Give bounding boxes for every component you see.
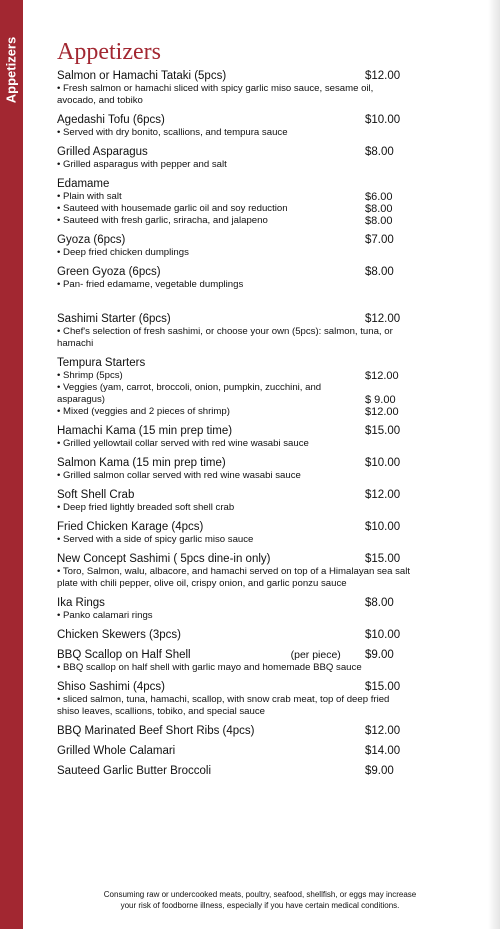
menu-item-title: [57, 629, 181, 642]
health-disclaimer: [30, 889, 490, 911]
menu-item-title: [57, 457, 226, 470]
menu-item-header: [57, 681, 413, 694]
menu-item-header: [57, 489, 413, 502]
menu-option-label: • Veggies (yam, carrot, broccoli, onion, pumpkin, zucchini, and asparagus): [57, 382, 322, 405]
section-title: Appetizers: [57, 39, 161, 65]
menu-option-price: $12.00: [365, 406, 399, 418]
menu-item-description: • Grilled yellowtail collar served with red wine wasabi sauce: [57, 438, 309, 449]
menu-item-description: • Deep fried lightly breaded soft shell crab: [57, 502, 235, 513]
menu-item-price: $15.00: [365, 681, 401, 693]
menu-item-price: $15.00: [365, 425, 401, 437]
menu-item-price: $12.00: [365, 70, 401, 82]
menu-option-price: $ 9.00: [365, 394, 396, 406]
menu-item-name: Salmon or Hamachi Tataki (5pcs): [57, 70, 227, 82]
menu-item-title: [57, 489, 134, 502]
menu-item-header: [57, 357, 413, 370]
menu-item-name: Edamame: [57, 178, 110, 190]
menu-option-price: $6.00: [365, 191, 393, 203]
menu-option-label: • Shrimp (5pcs): [57, 370, 123, 381]
menu-item-description: • Served with dry bonito, scallions, and tempura sauce: [57, 127, 288, 138]
menu-option-label: • Mixed (veggies and 2 pieces of shrimp): [57, 406, 230, 417]
menu-item: [57, 597, 413, 622]
menu-item-price: $12.00: [365, 313, 401, 325]
menu-item-title: [57, 745, 175, 758]
menu-option: [57, 191, 413, 203]
menu-item-price: $9.00: [365, 649, 394, 661]
menu-item: [57, 313, 413, 350]
menu-items: [57, 70, 413, 778]
menu-item: [57, 521, 413, 546]
menu-item-price: $10.00: [365, 457, 401, 469]
menu-item-price: $8.00: [365, 266, 394, 278]
menu-item-header: [57, 521, 413, 534]
menu-option-price: $8.00: [365, 215, 393, 227]
menu-item-description: • Fresh salmon or hamachi sliced with spicy garlic miso sauce, sesame oil, avocado, and tobiko: [57, 83, 374, 106]
menu-item-title: [57, 178, 109, 191]
menu-item-header: [57, 457, 413, 470]
menu-item: [57, 725, 413, 738]
menu-item-header: [57, 178, 413, 191]
menu-item: [57, 70, 413, 107]
menu-item-description: • Grilled asparagus with pepper and salt: [57, 159, 227, 170]
menu-item-name: Hamachi Kama (15 min prep time): [57, 425, 233, 437]
menu-item: [57, 266, 413, 291]
menu-item-name: Chicken Skewers (3pcs): [57, 629, 181, 641]
menu-option: [57, 203, 413, 215]
menu-item: [57, 457, 413, 482]
menu-item-description: • Deep fried chicken dumplings: [57, 247, 189, 258]
menu-item-options: [57, 191, 413, 227]
menu-item: [57, 234, 413, 259]
menu-option-label: • Sauteed with housemade garlic oil and soy reduction: [57, 203, 288, 214]
menu-item-description: • BBQ scallop on half shell with garlic mayo and homemade BBQ sauce: [57, 662, 362, 673]
menu-item-header: [57, 553, 413, 566]
menu-item-title: [57, 521, 203, 534]
menu-item-header: [57, 425, 413, 438]
menu-item-price: $10.00: [365, 521, 401, 533]
menu-item-description: • Panko calamari rings: [57, 610, 153, 621]
menu-item-name: Soft Shell Crab: [57, 489, 135, 501]
menu-item-price: $8.00: [365, 597, 394, 609]
menu-item-name: Salmon Kama (15 min prep time): [57, 457, 226, 469]
menu-option: [57, 382, 413, 406]
menu-item-name: Shiso Sashimi (4pcs): [57, 681, 166, 693]
menu-item-name: Sauteed Garlic Butter Broccoli: [57, 765, 212, 777]
menu-item-name: Gyoza (6pcs): [57, 234, 126, 246]
disclaimer-line: your risk of foodborne illness, especially if you have certain medical conditions.: [120, 901, 400, 910]
menu-item: [57, 114, 413, 139]
menu-option-label: • Sauteed with fresh garlic, sriracha, and jalapeno: [57, 215, 268, 226]
menu-item-header: [57, 765, 413, 778]
menu-item-description: • Chef's selection of fresh sashimi, or choose your own (5pcs): salmon, tuna, or hamachi: [57, 326, 393, 349]
menu-item-header: [57, 745, 413, 758]
menu-item-price: $14.00: [365, 745, 401, 757]
menu-item: [57, 489, 413, 514]
menu-option: [57, 406, 413, 418]
menu-item: [57, 681, 413, 718]
menu-item-title: [57, 114, 165, 127]
menu-item-price: $12.00: [365, 489, 401, 501]
menu-item-price: $12.00: [365, 725, 401, 737]
menu-item-header: [57, 629, 413, 642]
menu-content: [57, 38, 413, 785]
menu-item-name: Ika Rings: [57, 597, 105, 609]
menu-option: [57, 370, 413, 382]
menu-item-header: [57, 114, 413, 127]
menu-item: [57, 425, 413, 450]
menu-item-title: [57, 765, 211, 778]
menu-item-title: [57, 357, 145, 370]
menu-option-price: $12.00: [365, 370, 399, 382]
menu-item-title: [57, 70, 226, 83]
menu-item-title: [57, 553, 270, 566]
menu-item: [57, 178, 413, 227]
menu-item-description: • sliced salmon, tuna, hamachi, scallop, with snow crab meat, top of deep fried shiso leaves, scallions, tobiko, and special sauce: [57, 694, 390, 717]
menu-item-header: [57, 649, 413, 662]
menu-item-description: • Grilled salmon collar served with red wine wasabi sauce: [57, 470, 301, 481]
menu-item-title: [57, 234, 125, 247]
menu-item: [57, 765, 413, 778]
menu-item: [57, 745, 413, 758]
menu-item-title: [57, 313, 171, 326]
menu-option: [57, 215, 413, 227]
page-edge-shadow: [488, 0, 500, 929]
menu-item-price: $8.00: [365, 146, 394, 158]
menu-item: [57, 146, 413, 171]
menu-item: [57, 629, 413, 642]
menu-item-header: [57, 597, 413, 610]
menu-item: [57, 357, 413, 418]
menu-item-description: • Pan- fried edamame, vegetable dumplings: [57, 279, 244, 290]
menu-item-title: [57, 725, 255, 738]
menu-item-name: BBQ Marinated Beef Short Ribs (4pcs): [57, 725, 255, 737]
menu-item-name: New Concept Sashimi ( 5pcs dine-in only): [57, 553, 271, 565]
menu-item-header: [57, 725, 413, 738]
menu-item-name: Agedashi Tofu (6pcs): [57, 114, 165, 126]
menu-item-price: $10.00: [365, 629, 401, 641]
menu-item-name: BBQ Scallop on Half Shell: [57, 649, 191, 661]
menu-item-title: [57, 649, 341, 662]
menu-item-price: $9.00: [365, 765, 394, 777]
menu-item-header: [57, 234, 413, 247]
menu-item-name: Tempura Starters: [57, 357, 146, 369]
menu-item-header: [57, 313, 413, 326]
menu-item: [57, 553, 413, 590]
menu-item-description: • Toro, Salmon, walu, albacore, and hamachi served on top of a Himalayan sea salt plate with chili pepper, olive oil, crispy onion, and garlic ponzu sauce: [57, 566, 411, 589]
menu-item-description: • Served with a side of spicy garlic miso sauce: [57, 534, 254, 545]
menu-item-title: [57, 146, 148, 159]
menu-item-header: [57, 146, 413, 159]
menu-item-price: $10.00: [365, 114, 401, 126]
menu-item-title: [57, 681, 165, 694]
menu-item: [57, 649, 413, 674]
disclaimer-line: Consuming raw or undercooked meats, poultry, seafood, shellfish, or eggs may increase: [103, 890, 417, 899]
menu-item-name: Green Gyoza (6pcs): [57, 266, 161, 278]
menu-option-price: $8.00: [365, 203, 393, 215]
menu-item-price: $15.00: [365, 553, 401, 565]
side-section-label: Appetizers: [3, 36, 19, 104]
menu-option-label: • Plain with salt: [57, 191, 122, 202]
menu-item-header: [57, 70, 413, 83]
section-side-bar: [0, 0, 23, 929]
menu-item-name: Fried Chicken Karage (4pcs): [57, 521, 204, 533]
menu-item-price: $7.00: [365, 234, 394, 246]
menu-item-name: Sashimi Starter (6pcs): [57, 313, 171, 325]
menu-item-title: [57, 597, 105, 610]
menu-item-note: (per piece): [290, 649, 341, 661]
menu-item-options: [57, 370, 413, 418]
menu-item-name: Grilled Asparagus: [57, 146, 148, 158]
menu-item-title: [57, 425, 232, 438]
menu-item-name: Grilled Whole Calamari: [57, 745, 176, 757]
menu-item-title: [57, 266, 161, 279]
menu-item-header: [57, 266, 413, 279]
